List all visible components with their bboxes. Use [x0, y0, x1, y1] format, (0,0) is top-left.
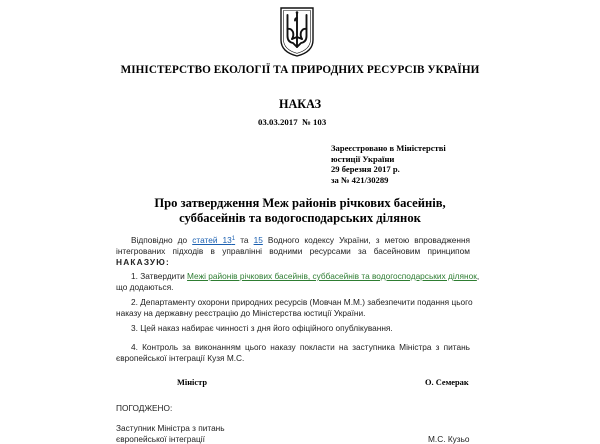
order-date: 03.03.2017 — [258, 117, 298, 127]
approval-heading: ПОГОДЖЕНО: — [116, 403, 173, 413]
coat-of-arms-icon — [279, 6, 315, 58]
registration-line-4: за № 421/30289 — [331, 174, 389, 185]
boundaries-document-link[interactable]: Межі районів річкових басейнів, суббасейнів та водогосподарських ділянок — [187, 271, 477, 281]
approval-name: М.С. Кузьо — [428, 433, 470, 444]
article-13-link-label: статей 13 — [192, 235, 232, 245]
item-1-line-1 — [131, 271, 479, 281]
article-13-superscript: 1 — [231, 236, 236, 242]
ministry-name: МІНІСТЕРСТВО ЕКОЛОГІЇ ТА ПРИРОДНИХ РЕСУРСІВ УКРАЇНИ — [120, 64, 480, 76]
intro-line-2: інтегрованих підходів в управлінні водними ресурсами за басейновим принципом — [116, 246, 470, 256]
approval-role-line-2: європейської інтеграції — [116, 433, 205, 444]
signature-name: О. Семерак — [425, 378, 469, 387]
order-title-line-2: суббасейнів та водогосподарських ділянок — [179, 211, 421, 225]
item-4-line-2: європейської інтеграції Кузя М.С. — [116, 353, 245, 363]
registration-line-1: Зареєстровано в Міністерстві — [331, 143, 446, 153]
intro-text-1: Відповідно до — [131, 235, 188, 245]
document-type: НАКАЗ — [278, 97, 322, 111]
item-4-line-1: 4. Контроль за виконанням цього наказу покласти на заступника Міністра з питань — [131, 342, 470, 352]
article-13-link[interactable] — [192, 235, 235, 245]
article-15-link[interactable]: 15 — [253, 235, 263, 245]
item-1-line-2: що додаються. — [116, 282, 174, 292]
registration-line-2: юстиції України — [331, 153, 395, 164]
intro-text-3: Водного кодексу України, з метою впровадження — [267, 235, 471, 245]
date-number-line — [258, 117, 326, 127]
item-3: 3. Цей наказ набирає чинності з дня його офіційного опублікування. — [131, 323, 393, 333]
signature-role: Міністр — [177, 378, 207, 387]
intro-line-1 — [131, 235, 470, 245]
approval-role-line-1: Заступник Міністра з питань — [116, 423, 225, 433]
registration-line-3: 29 березня 2017 р. — [331, 164, 400, 174]
nakazuyu-label: НАКАЗУЮ: — [116, 257, 171, 267]
item-2-line-1: 2. Департаменту охорони природних ресурсів (Мовчан М.М.) забезпечити подання цього — [131, 297, 473, 307]
order-number: № 103 — [302, 117, 327, 127]
item-1-prefix: 1. Затвердити — [131, 271, 185, 281]
item-1-suffix: , — [476, 271, 480, 281]
intro-text-2: та — [240, 235, 249, 245]
order-title-line-1: Про затвердження Меж районів річкових басейнів, — [154, 196, 446, 210]
item-2-line-2: наказу на державну реєстрацію до Міністерства юстиції України. — [116, 308, 366, 318]
